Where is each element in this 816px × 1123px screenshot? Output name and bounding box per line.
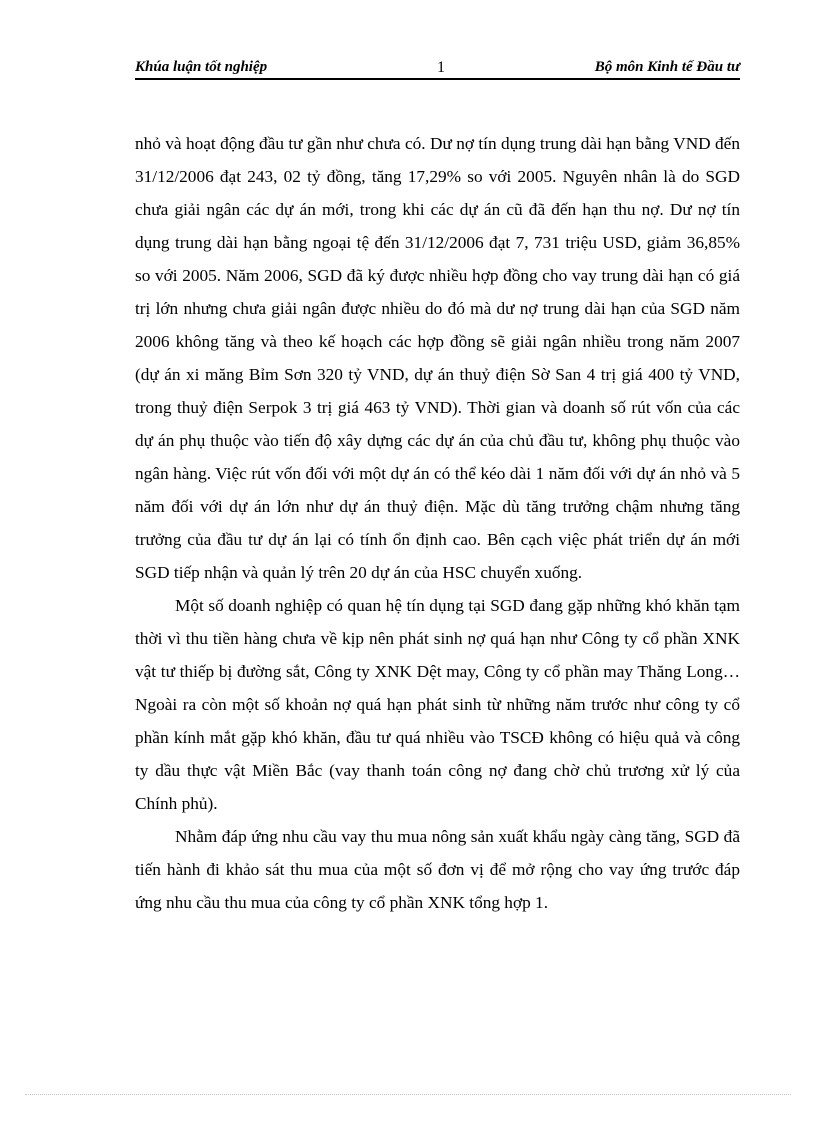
page-number: 1 [437, 59, 445, 76]
page-bottom-border [25, 1094, 791, 1095]
paragraph-continued: nhỏ và hoạt động đầu tư gần như chưa có. Dư nợ tín dụng trung dài hạn bằng VND đến 31/12/2006 đạt 243, 02 tỷ đồng, tăng 17,29% so với 2005. Nguyên nhân là do SGD chưa giải ngân các dự án mới, trong khi các dự án cũ đã đến hạn thu nợ. Dư nợ tín dụng trung dài hạn bằng ngoại tệ đến 31/12/2006 đạt 7, 731 triệu USD, giảm 36,85% so với 2005. Năm 2006, SGD đã ký được nhiều hợp đồng cho vay trung dài hạn có giá trị lớn nhưng chưa giải ngân được nhiều do đó mà dư nợ trung dài hạn của SGD năm 2006 không tăng và theo kế hoạch các hợp đồng sẽ giải ngân nhiều trong năm 2007 (dự án xi măng Bỉm Sơn 320 tỷ VND, dự án thuỷ điện Sờ San 4 trị giá 400 tỷ VND, trong thuỷ điện Serpok 3 trị giá 463 tỷ VND). Thời gian và doanh số rút vốn của các dự án phụ thuộc vào tiến độ xây dựng các dự án của chủ đầu tư, không phụ thuộc vào ngân hàng. Việc rút vốn đối với một dự án có thể kéo dài 1 năm đối với dự án nhỏ và 5 năm đối với dự án lớn như dự án thuỷ điện. Mặc dù tăng trưởng chậm nhưng tăng trưởng của đầu tư dự án lại có tính ổn định cao. Bên cạch việc phát triển dự án mới SGD tiếp nhận và quản lý trên 20 dự án của HSC chuyển xuống. [135, 134, 740, 582]
header-department: Bộ môn Kinh tế Đầu tư [594, 59, 740, 75]
paragraph: Nhằm đáp ứng nhu cầu vay thu mua nông sản xuất khẩu ngày càng tăng, SGD đã tiến hành đi khảo sát thu mua của một số đơn vị để mở rộng cho vay ứng trước đáp ứng nhu cầu thu mua của công ty cổ phần XNK tổng hợp 1. [135, 827, 740, 912]
paragraph: Một số doanh nghiệp có quan hệ tín dụng tại SGD đang gặp những khó khăn tạm thời vì thu tiền hàng chưa về kịp nên phát sinh nợ quá hạn như Công ty cổ phần XNK vật tư thiếp bị đường sắt, Công ty XNK Dệt may, Công ty cổ phần may Thăng Long… Ngoài ra còn một số khoản nợ quá hạn phát sinh từ những năm trước như công ty cổ phần kính mắt gặp khó khăn, đầu tư quá nhiều vào TSCĐ không có hiệu quả và công ty dầu thực vật Miền Bắc (vay thanh toán công nợ đang chờ chủ trương xử lý của Chính phủ). [135, 596, 740, 813]
header-divider [135, 78, 740, 80]
page-header [135, 56, 740, 78]
header-thesis-title: Khúa luận tốt nghiệp [135, 59, 268, 75]
document-body [135, 127, 740, 919]
